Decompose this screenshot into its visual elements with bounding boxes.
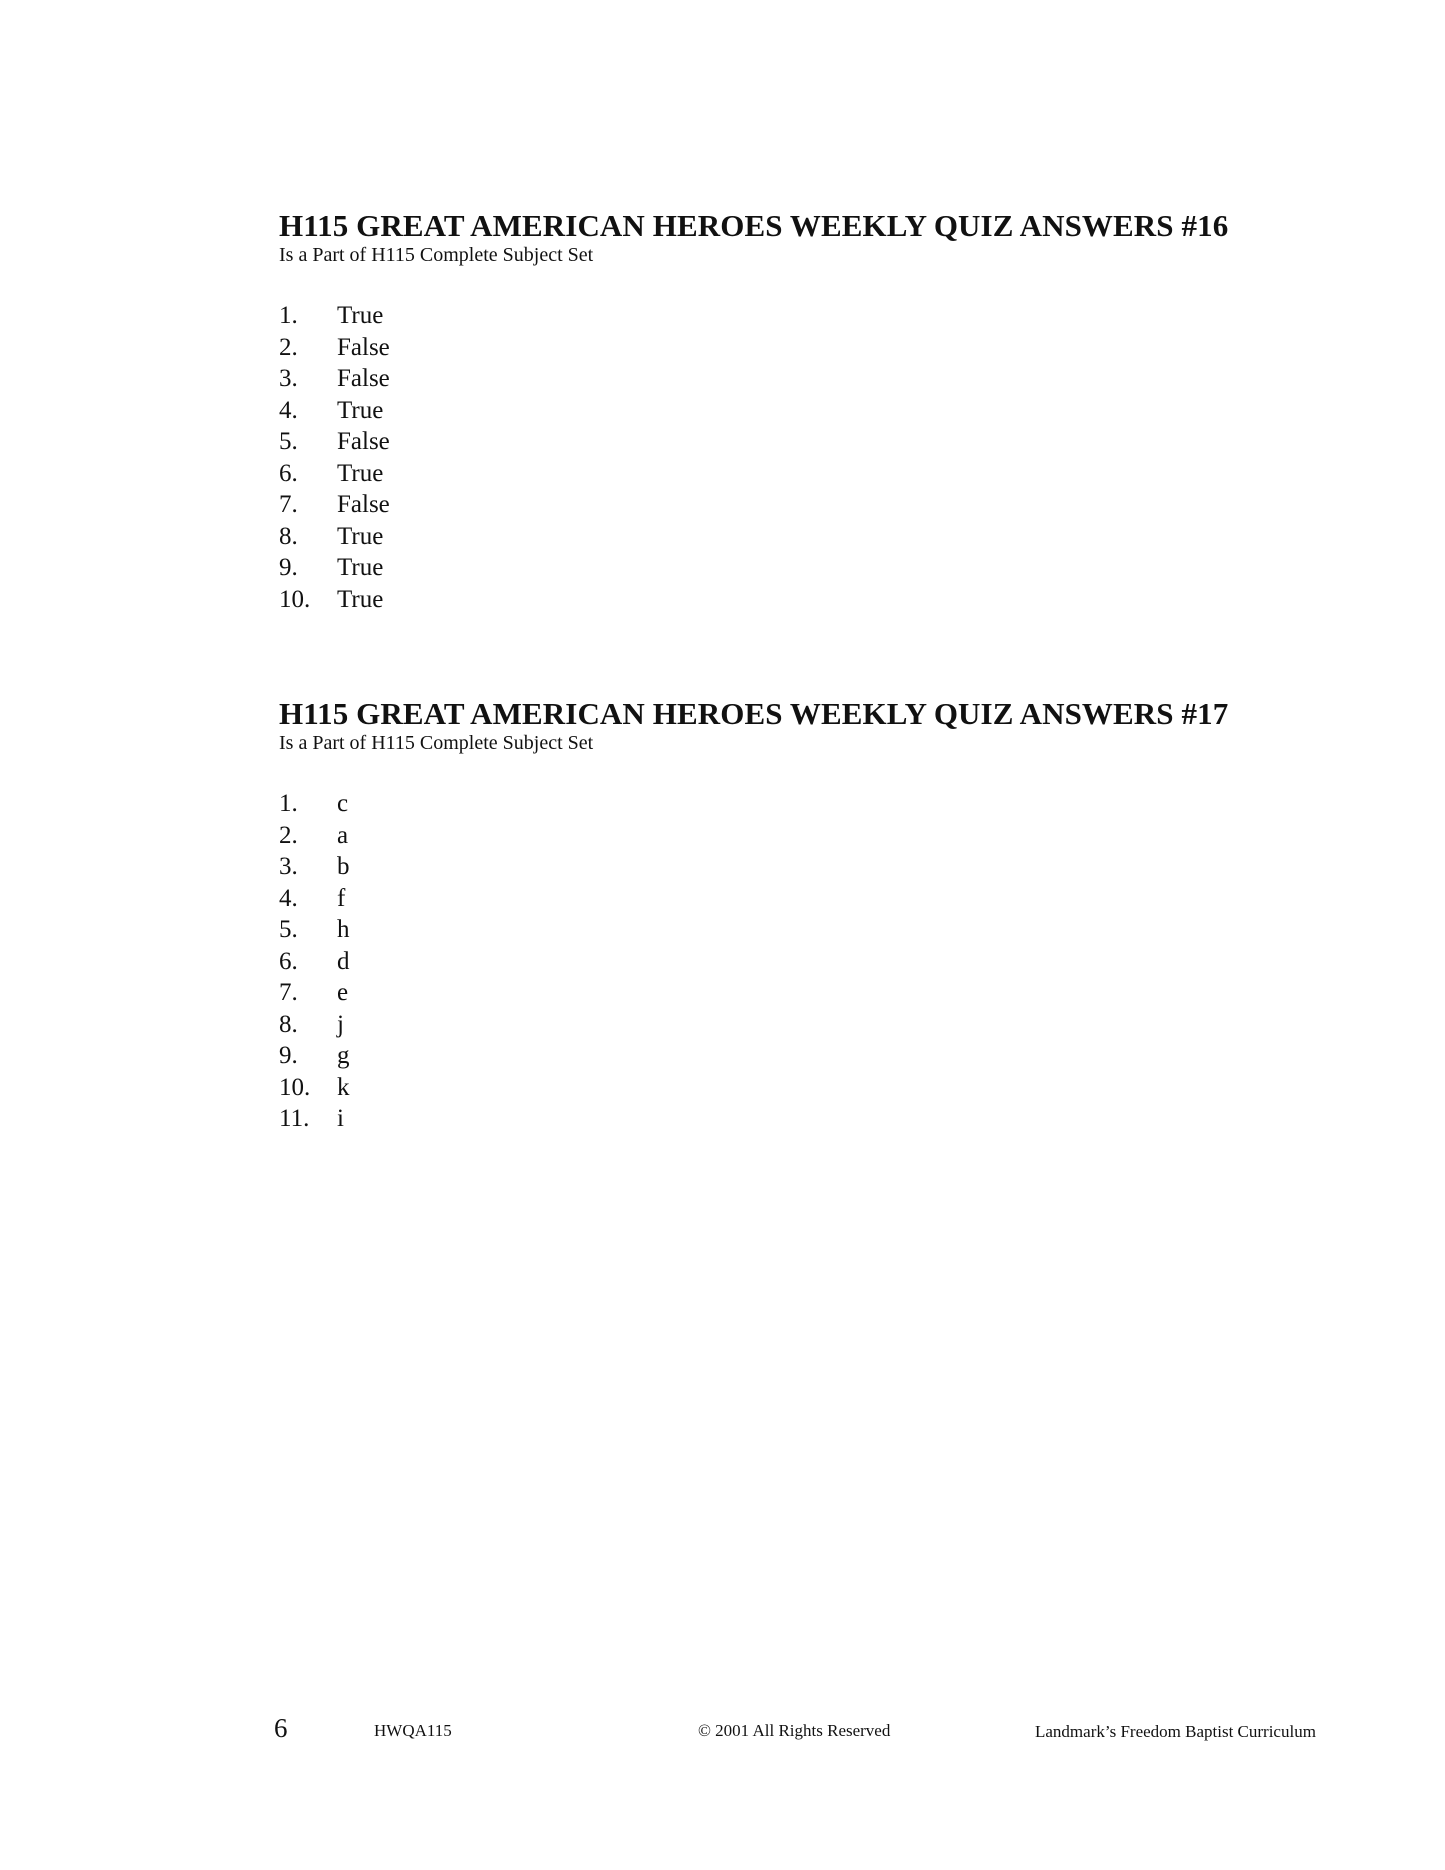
- answer-number: 8.: [279, 1010, 298, 1038]
- answer-item: [279, 946, 1279, 978]
- answer-value: k: [337, 1073, 350, 1101]
- answer-item: [279, 977, 1279, 1009]
- page-footer: [0, 1713, 1445, 1753]
- answer-item: [279, 489, 1279, 521]
- answer-value: True: [337, 302, 384, 329]
- answer-value: h: [337, 916, 350, 943]
- answer-item: [279, 1103, 1279, 1135]
- answer-item: [279, 788, 1279, 820]
- answer-number: 2.: [279, 333, 298, 361]
- page-number: 6: [274, 1713, 288, 1743]
- answer-value: True: [337, 585, 384, 613]
- answer-value: True: [337, 459, 384, 487]
- answer-item: [279, 426, 1279, 458]
- answer-item: [279, 1072, 1279, 1104]
- answer-value: c: [337, 790, 349, 817]
- answer-number: 10.: [279, 585, 311, 613]
- section-subtitle: Is a Part of H115 Complete Subject Set: [279, 244, 594, 266]
- answer-item: [279, 363, 1279, 395]
- section-title: H115 GREAT AMERICAN HEROES WEEKLY QUIZ ANSWERS #17: [279, 696, 1229, 731]
- answer-item: [279, 332, 1279, 364]
- answer-item: [279, 584, 1279, 616]
- answer-value: False: [337, 428, 390, 455]
- answer-item: [279, 1009, 1279, 1041]
- answer-item: [279, 1040, 1279, 1072]
- answer-value: f: [337, 884, 346, 912]
- answer-number: 1.: [279, 302, 298, 329]
- answer-value: True: [337, 396, 384, 424]
- answer-value: d: [337, 947, 350, 975]
- answer-number: 4.: [279, 884, 298, 912]
- answer-number: 1.: [279, 790, 298, 817]
- publisher-name: Landmark’s Freedom Baptist Curriculum: [1035, 1722, 1316, 1741]
- answer-value: True: [337, 522, 384, 550]
- answer-list: [279, 300, 1279, 615]
- answer-number: 11.: [279, 1105, 310, 1132]
- section-title: H115 GREAT AMERICAN HEROES WEEKLY QUIZ ANSWERS #16: [279, 208, 1229, 243]
- quiz-section-17: [279, 696, 1279, 1135]
- quiz-section-16: [279, 208, 1279, 615]
- answer-number: 9.: [279, 554, 298, 581]
- answer-item: [279, 395, 1279, 427]
- answer-number: 3.: [279, 365, 298, 392]
- answer-value: b: [337, 853, 350, 880]
- answer-list: [279, 788, 1279, 1135]
- answer-number: 7.: [279, 979, 298, 1006]
- answer-number: 3.: [279, 853, 298, 880]
- section-subtitle: Is a Part of H115 Complete Subject Set: [279, 732, 594, 754]
- answer-item: [279, 458, 1279, 490]
- answer-number: 2.: [279, 821, 298, 849]
- answer-value: e: [337, 979, 349, 1006]
- answer-number: 7.: [279, 491, 298, 518]
- answer-item: [279, 552, 1279, 584]
- answer-value: a: [337, 821, 349, 849]
- answer-number: 6.: [279, 459, 298, 487]
- answer-number: 9.: [279, 1042, 298, 1069]
- answer-value: g: [337, 1042, 350, 1069]
- answer-value: False: [337, 365, 390, 392]
- answer-number: 4.: [279, 396, 298, 424]
- answer-value: i: [337, 1105, 344, 1132]
- answer-value: False: [337, 333, 390, 361]
- answer-value: False: [337, 491, 390, 518]
- answer-number: 8.: [279, 522, 298, 550]
- answer-item: [279, 914, 1279, 946]
- document-code: HWQA115: [374, 1721, 452, 1740]
- answer-number: 5.: [279, 916, 298, 943]
- answer-item: [279, 851, 1279, 883]
- answer-item: [279, 820, 1279, 852]
- answer-value: True: [337, 554, 384, 581]
- answer-item: [279, 883, 1279, 915]
- answer-item: [279, 300, 1279, 332]
- answer-value: j: [337, 1010, 344, 1038]
- answer-number: 6.: [279, 947, 298, 975]
- copyright-notice: © 2001 All Rights Reserved: [698, 1721, 891, 1740]
- answer-number: 10.: [279, 1073, 311, 1101]
- answer-number: 5.: [279, 428, 298, 455]
- answer-item: [279, 521, 1279, 553]
